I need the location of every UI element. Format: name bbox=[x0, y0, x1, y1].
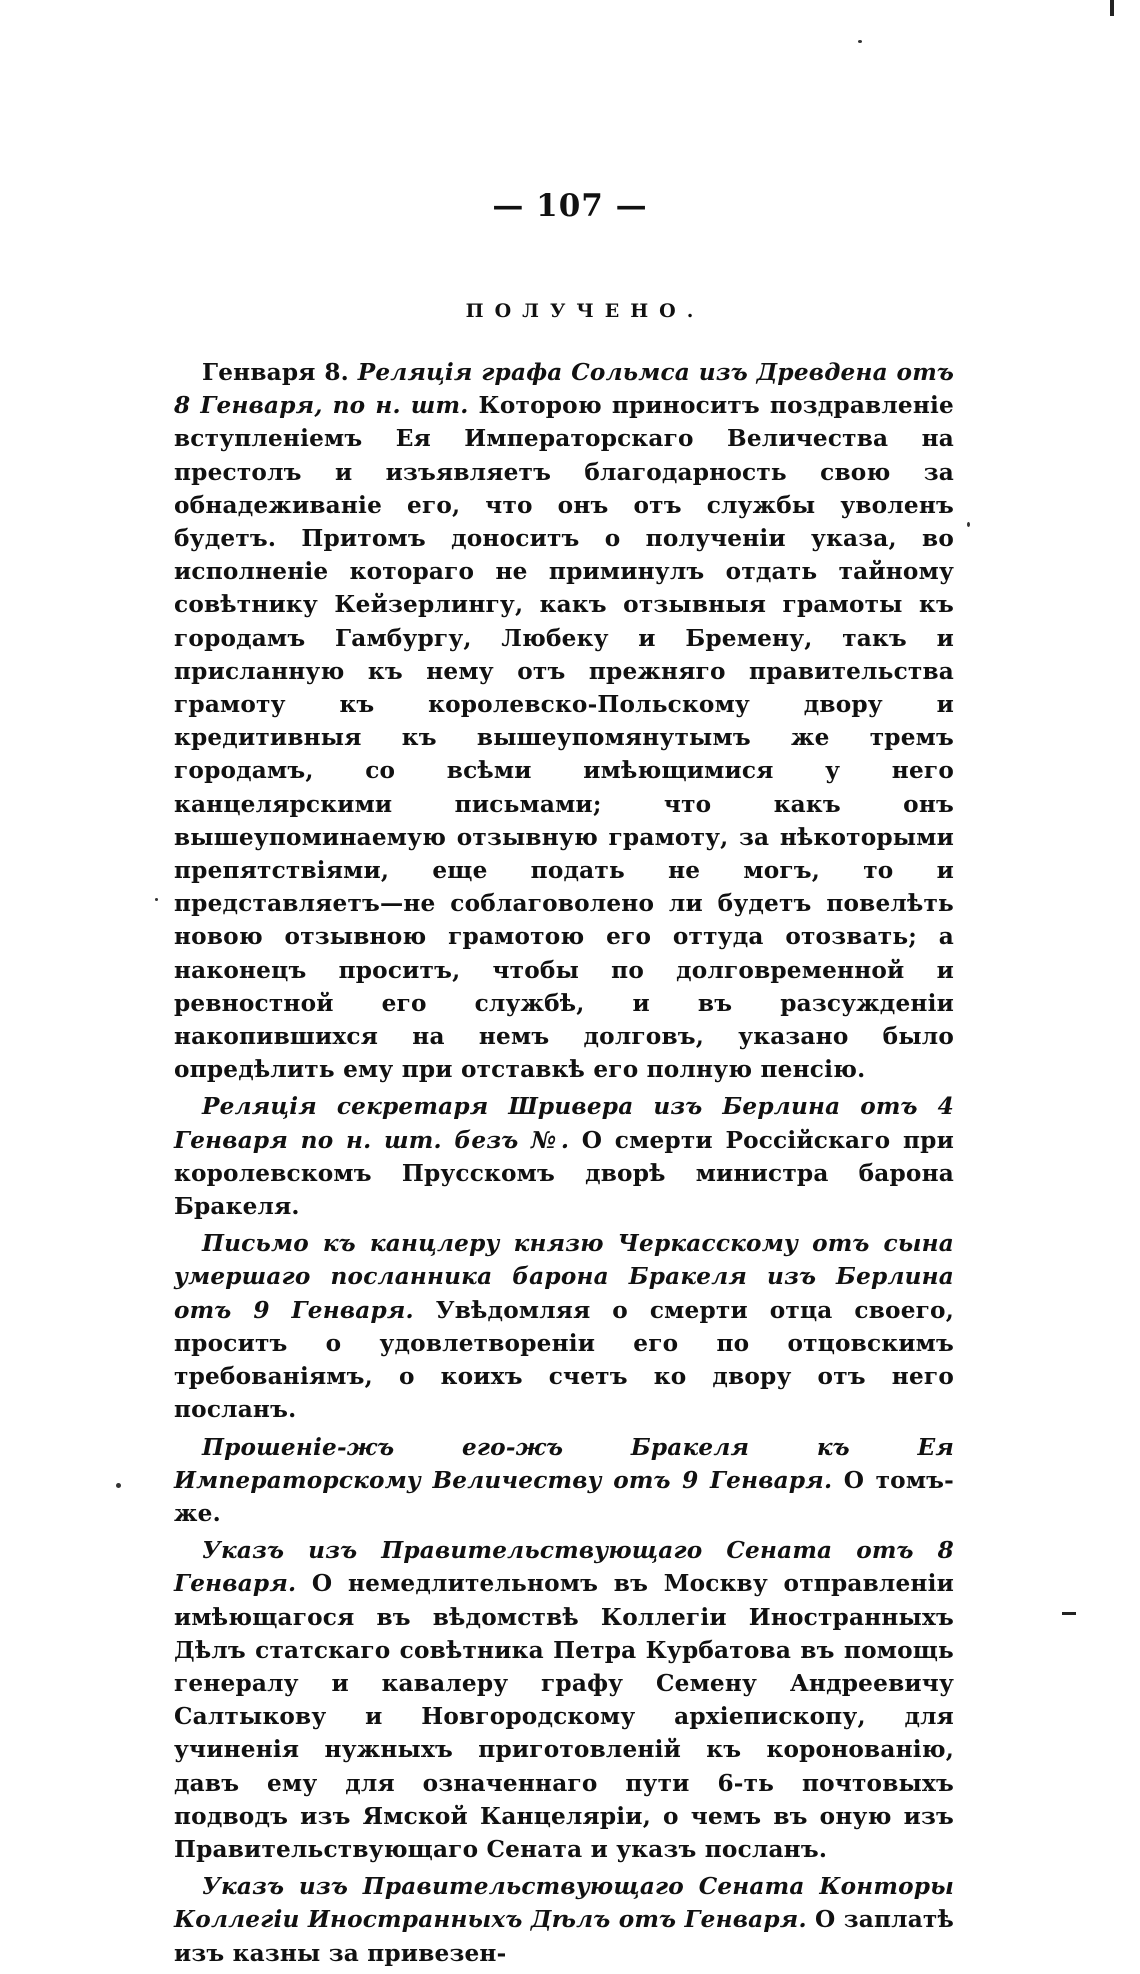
entry-body: О томъ-же. bbox=[174, 1466, 954, 1527]
entry-title: Письмо къ канцлеру князю Черкасскому отъ сына умершаго посланника барона Бракеля изъ Берлина отъ 9 Генваря. bbox=[174, 1230, 954, 1324]
entry-date: Генваря 8. bbox=[202, 359, 349, 386]
scan-speck bbox=[116, 1483, 121, 1488]
entry-title: Реляція секретаря Шривера изъ Берлина отъ 4 Генваря по н. шт. безъ №. bbox=[174, 1093, 954, 1154]
scan-mark-bottom-right bbox=[1062, 1612, 1076, 1615]
entry-body: О заплатѣ изъ казны за привезен- bbox=[174, 1906, 954, 1967]
entry-body: О немедлительномъ въ Москву отправленіи имѣющагося въ вѣдомствѣ Коллегіи Иностранныхъ Дѣлъ статскаго совѣтника Петра Курбатова въ помощь генералу и кавалеру графу Семену Андреевичу Салтыкову и Новгородскому архіепископу, для учиненія нужныхъ приготовленій къ коронованію, давъ ему для означеннаго пути 6-ть почтовыхъ подводъ изъ Ямской Канцеляріи, о чемъ въ оную изъ Правительствующаго Сената и указъ посланъ. bbox=[174, 1570, 954, 1863]
entry-3 bbox=[174, 1227, 954, 1426]
entry-title: Прошеніе-жъ его-жъ Бракеля къ Ея Императорскому Величеству отъ 9 Генваря. bbox=[174, 1433, 954, 1494]
entry-4 bbox=[174, 1431, 954, 1531]
entry-5 bbox=[174, 1534, 954, 1866]
entry-body: О смерти Россійскаго при королевскомъ Прусскомъ дворѣ министра барона Бракеля. bbox=[174, 1126, 954, 1221]
section-heading: ПОЛУЧЕНО. bbox=[465, 300, 705, 322]
scan-mark-top-right bbox=[1110, 0, 1114, 16]
entry-title: Указъ изъ Правительствующаго Сената Конторы Коллегіи Иностранныхъ Дѣлъ отъ Генваря. bbox=[174, 1873, 954, 1934]
entry-title: Реляція графа Сольмса изъ Древдена отъ 8 Генваря, по н. шт. bbox=[174, 359, 954, 420]
scan-speck bbox=[967, 522, 970, 527]
entry-body: Которою приноситъ поздравленіе вступленіемъ Ея Императорскаго Величества на престолъ и изъявляетъ благодарность свою за обнадеживаніе его, что онъ отъ службы уволенъ будетъ. Притомъ доноситъ о полученіи указа, во исполненіе котораго не приминулъ отдать тайному совѣтнику Кейзерлингу, какъ отзывныя грамоты къ городамъ Гамбургу, Любеку и Бремену, такъ и присланную къ нему отъ прежняго правительства грамоту къ королевско-Польскому двору и кредитивныя къ вышеупомянутымъ же тремъ городамъ, со всѣми имѣющимися у него канцелярскими письмами; что какъ онъ вышеупоминаемую отзывную грамоту, за нѣкоторыми препятствіями, еще подать не могъ, то и представляетъ—не соблаговолено ли будетъ повелѣть новою отзывною грамотою его оттуда отозвать; а наконецъ проситъ, чтобы по долговременной и ревностной его службѣ, и въ разсужденіи накопившихся на немъ долговъ, указано было опредѣлить ему при отставкѣ его полную пенсію. bbox=[174, 392, 954, 1084]
entry-6 bbox=[174, 1870, 954, 1970]
scan-speck bbox=[858, 40, 862, 43]
entry-2 bbox=[174, 1090, 954, 1223]
page-number: — 107 — bbox=[492, 188, 648, 224]
entry-1 bbox=[174, 356, 954, 1086]
entry-title: Указъ изъ Правительствующаго Сената отъ 8 Генваря. bbox=[174, 1537, 954, 1598]
document-body bbox=[174, 356, 954, 1974]
scan-speck bbox=[155, 898, 158, 901]
entry-body: Увѣдомляя о смерти отца своего, проситъ о удовлетвореніи его по отцовскимъ требованіямъ, о коихъ счетъ ко двору отъ него посланъ. bbox=[174, 1296, 954, 1424]
